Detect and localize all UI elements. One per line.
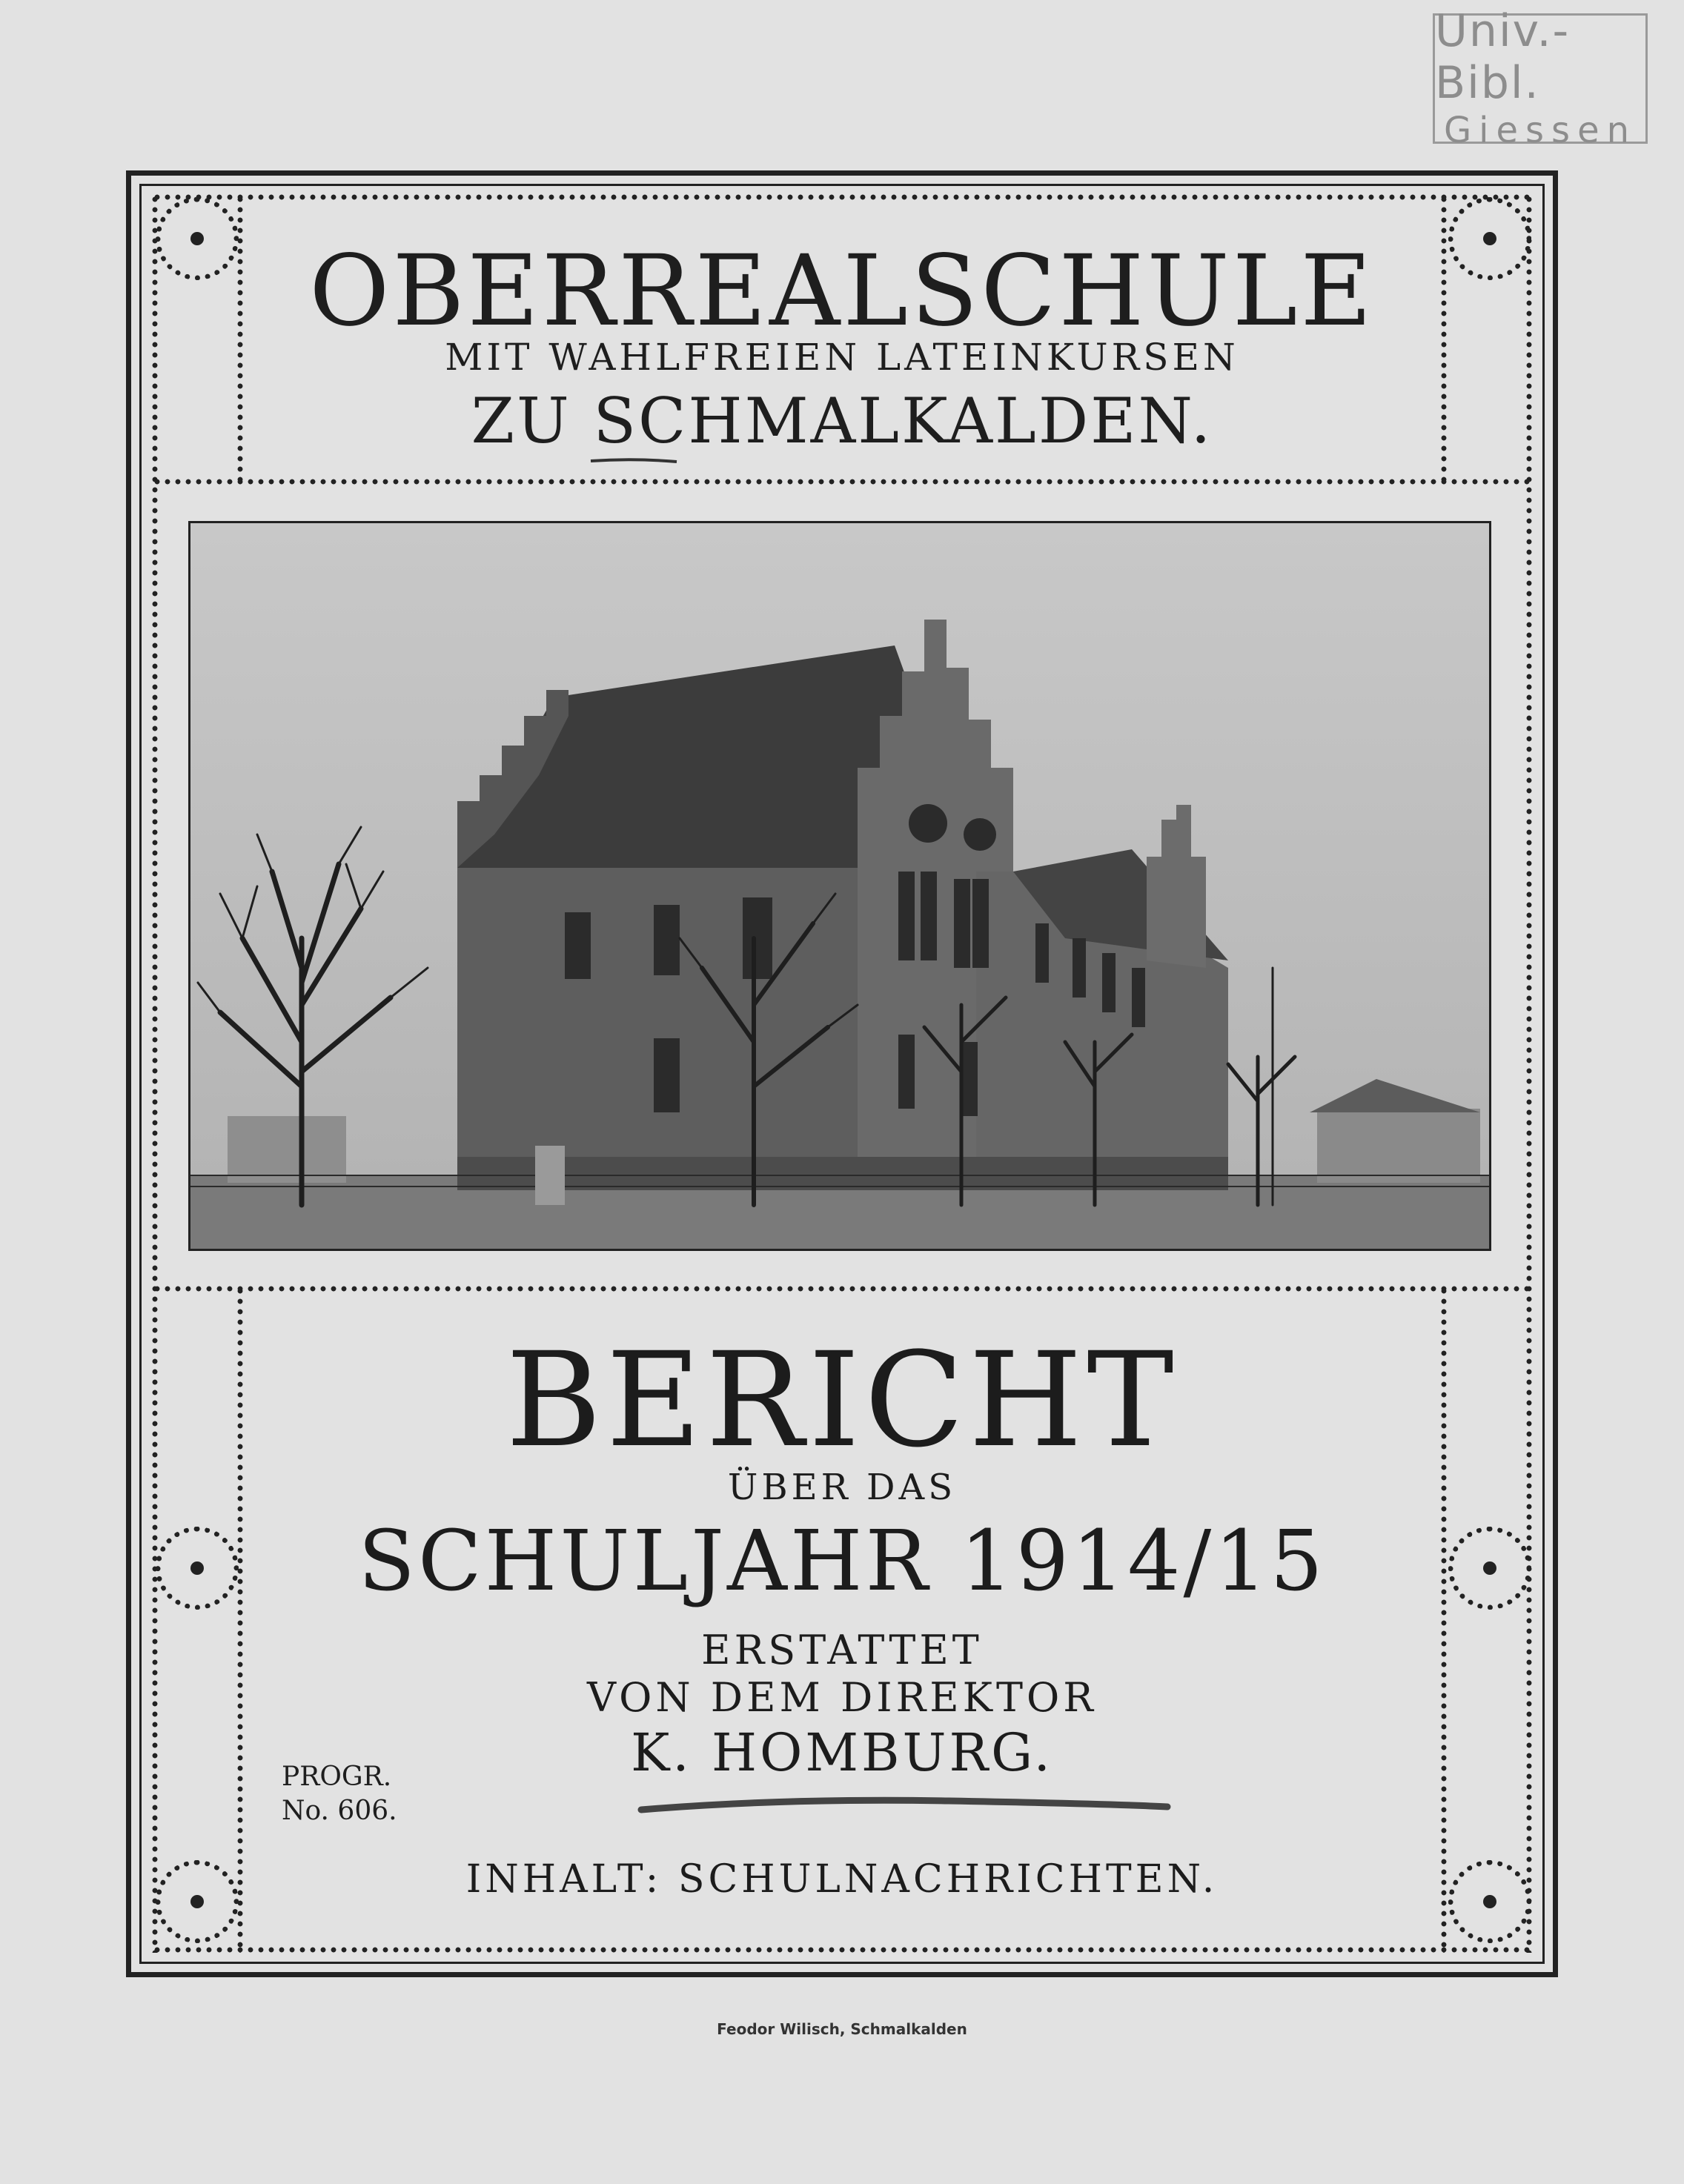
school-location: ZU SCHMALKALDEN. bbox=[471, 385, 1213, 457]
ornament-bottom-left bbox=[156, 1860, 239, 1943]
school-building-photo bbox=[188, 521, 1491, 1251]
school-subtitle: MIT WAHLFREIEN LATEINKURSEN bbox=[445, 336, 1239, 379]
dotted-border-top bbox=[152, 194, 1532, 200]
stamp-line-2: Giessen bbox=[1443, 110, 1637, 151]
program-no: No. 606. bbox=[282, 1796, 397, 1826]
dotted-border-header-bottom bbox=[152, 479, 1532, 485]
ornament-top-right bbox=[1448, 197, 1531, 280]
rendered-label: ERSTATTET bbox=[701, 1627, 983, 1673]
report-over: ÜBER DAS bbox=[727, 1467, 957, 1508]
dotted-border-photo-bottom bbox=[152, 1286, 1532, 1292]
by-director-label: VON DEM DIREKTOR bbox=[587, 1674, 1097, 1721]
ornament-middle-right bbox=[1448, 1527, 1531, 1610]
library-stamp bbox=[1433, 5, 1648, 151]
underline-mark bbox=[589, 457, 678, 465]
dotted-border-right bbox=[1526, 194, 1532, 1953]
program-number bbox=[282, 1760, 397, 1828]
school-year: SCHULJAHR 1914/15 bbox=[358, 1513, 1326, 1610]
pencil-underline bbox=[637, 1793, 1171, 1816]
stamp-line-1: Univ.-Bibl. bbox=[1435, 5, 1571, 109]
program-label: PROGR. bbox=[282, 1762, 392, 1792]
ornament-top-left bbox=[156, 197, 239, 280]
director-name: K. HOMBURG. bbox=[631, 1722, 1053, 1783]
printer-imprint: Feodor Wilisch, Schmalkalden bbox=[717, 2020, 967, 2038]
school-name: OBERREALSCHULE bbox=[309, 234, 1375, 348]
report-title: BERICHT bbox=[505, 1324, 1179, 1476]
contents-line: INHALT: SCHULNACHRICHTEN. bbox=[465, 1857, 1219, 1902]
ornament-middle-left bbox=[156, 1527, 239, 1610]
dotted-border-bottom bbox=[152, 1947, 1532, 1953]
ornament-bottom-right bbox=[1448, 1860, 1531, 1943]
dotted-border-left bbox=[152, 194, 158, 1953]
